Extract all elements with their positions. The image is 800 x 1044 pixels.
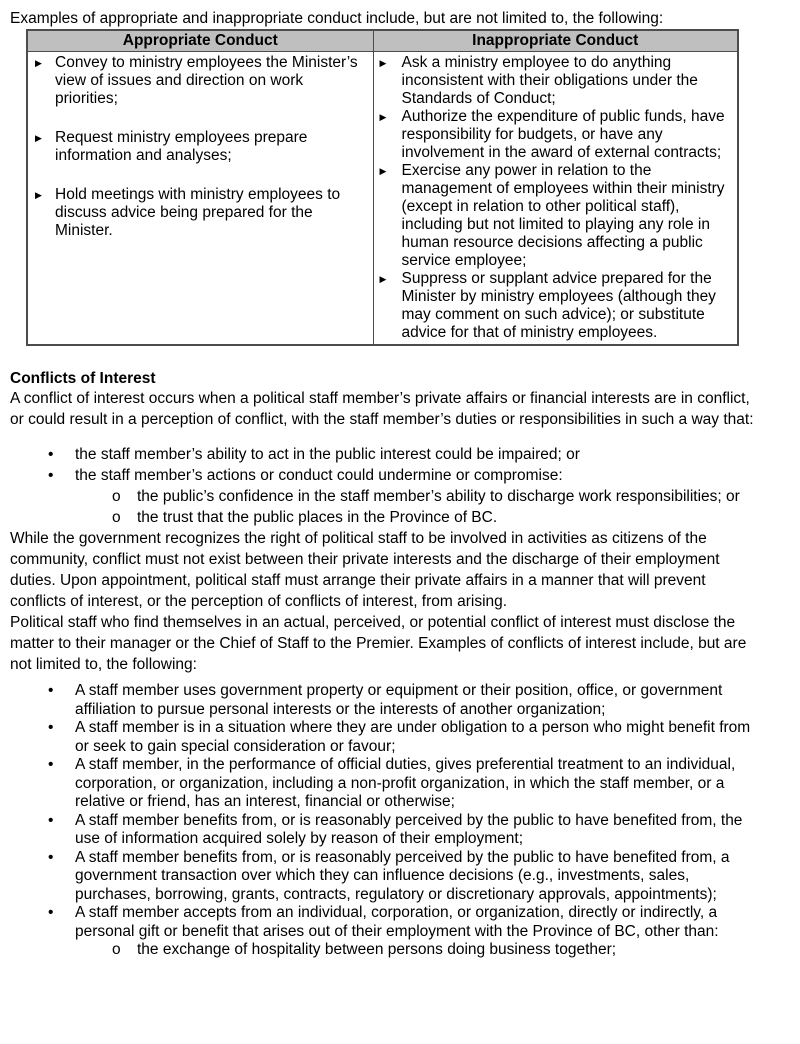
sub-list-item	[10, 486, 756, 507]
appropriate-conduct-header: Appropriate Conduct	[27, 30, 373, 52]
arrow-bullet-icon: ▶	[379, 58, 387, 68]
appropriate-item	[28, 129, 369, 165]
list-item	[10, 756, 756, 812]
circle-bullet-icon: o	[112, 488, 121, 505]
list-item	[10, 849, 756, 905]
inappropriate-conduct-cell	[373, 52, 738, 346]
inappropriate-item-text: Exercise any power in relation to the management of employees within their ministry (except in relation to other political staff), including but not limited to playing any role in human resource decisions affecting a public service employee;	[401, 162, 725, 269]
appropriate-item-text: Hold meetings with ministry employees to discuss advice being prepared for the Minister.	[55, 186, 341, 239]
disc-bullet-icon: •	[48, 467, 54, 484]
list-item	[10, 812, 756, 849]
sub-list-item-text: the exchange of hospitality between persons doing business together;	[137, 941, 617, 958]
list-item	[10, 719, 756, 756]
list-item	[10, 444, 756, 465]
conduct-table	[26, 29, 739, 346]
conflicts-of-interest-heading: Conflicts of Interest	[10, 370, 156, 387]
intro-paragraph: Examples of appropriate and inappropriate conduct include, but are not limited to, the following:	[10, 10, 664, 27]
conflict-conditions-list	[10, 444, 756, 528]
sub-list-item-text: the trust that the public places in the Province of BC.	[137, 509, 498, 526]
disc-bullet-icon: •	[48, 904, 54, 921]
disc-bullet-icon: •	[48, 848, 54, 866]
sub-list-item-text: the public’s confidence in the staff member’s ability to discharge work responsibilities; or	[137, 488, 740, 505]
inappropriate-item-text: Suppress or supplant advice prepared for the Minister by ministry employees (although they may comment on such advice); or substitute advice for that of ministry employees.	[401, 270, 716, 341]
arrow-bullet-icon: ▶	[35, 58, 42, 68]
inappropriate-item-text: Ask a ministry employee to do anything inconsistent with their obligations under the Standards of Conduct;	[401, 54, 698, 107]
inappropriate-item-text: Authorize the expenditure of public funds, have responsibility for budgets, or have any involvement in the award of external contracts;	[401, 108, 725, 161]
list-item-text: the staff member’s ability to act in the public interest could be impaired; or	[75, 446, 580, 463]
list-item-text: the staff member’s actions or conduct could undermine or compromise:	[75, 467, 563, 484]
disc-bullet-icon: •	[48, 682, 54, 699]
appropriate-item	[28, 186, 369, 240]
list-item-text: A staff member benefits from, or is reasonably perceived by the public to have benefited from, a government transaction over which they can influence decisions (e.g., investments, sales, purchases, borrowing, grants, contracts, regulatory or discretionary approvals, appointments);	[75, 848, 730, 903]
inappropriate-item	[374, 162, 734, 270]
conduct-table-body-row	[27, 52, 738, 346]
government-recognition-paragraph: While the government recognizes the right of political staff to be involved in activities as citizens of the community, conflict must not exist between their private interests and the discharge of their employment duties. Upon appointment, political staff must arrange their private affairs in a manner that will prevent conflicts of interest, or the perception of conflicts of interest, from arising.	[10, 530, 720, 610]
conflict-examples-list	[10, 682, 756, 960]
conduct-table-header-row	[27, 30, 738, 52]
list-item	[10, 904, 756, 941]
circle-bullet-icon: o	[112, 941, 121, 958]
arrow-bullet-icon: ▶	[35, 190, 42, 200]
arrow-bullet-icon: ▶	[379, 166, 387, 176]
arrow-bullet-icon: ▶	[35, 133, 42, 143]
list-item	[10, 682, 756, 719]
inappropriate-conduct-header: Inappropriate Conduct	[373, 30, 738, 52]
list-item-text: A staff member, in the performance of official duties, gives preferential treatment to an individual, corporation, or organization, including a non-profit organization, in which the staff member, or a relative or friend, has an interest, financial or otherwise;	[75, 756, 736, 810]
arrow-bullet-icon: ▶	[379, 112, 387, 122]
appropriate-item	[28, 54, 369, 108]
disc-bullet-icon: •	[48, 811, 54, 829]
inappropriate-item	[374, 108, 734, 162]
disclosure-paragraph: Political staff who find themselves in an actual, perceived, or potential conflict of interest must disclose the matter to their manager or the Chief of Staff to the Premier. Examples of conflicts of interest include, but are not limited to, the following:	[10, 614, 747, 673]
disc-bullet-icon: •	[48, 446, 54, 463]
appropriate-item-text: Request ministry employees prepare information and analyses;	[55, 129, 308, 164]
circle-bullet-icon: o	[112, 509, 121, 526]
list-item-text: A staff member is in a situation where they are under obligation to a person who might benefit from or seek to gain special consideration or favour;	[75, 719, 751, 755]
inappropriate-item	[374, 270, 734, 342]
sub-list-item	[10, 507, 756, 528]
appropriate-conduct-cell	[27, 52, 373, 346]
conflict-definition-paragraph: A conflict of interest occurs when a political staff member’s private affairs or financial interests are in conflict, or could result in a perception of conflict, with the staff member’s duties or responsibilities in such a way that:	[10, 390, 754, 428]
appropriate-item-text: Convey to ministry employees the Minister’s view of issues and direction on work priorities;	[55, 54, 358, 107]
list-item-text: A staff member accepts from an individual, corporation, or organization, directly or indirectly, a personal gift or benefit that arises out of their employment with the Province of BC, other than:	[75, 904, 719, 940]
list-item-text: A staff member benefits from, or is reasonably perceived by the public to have benefited from, the use of information acquired solely by reason of their employment;	[75, 811, 743, 847]
list-item-text: A staff member uses government property or equipment or their position, office, or government affiliation to pursue personal interests or the interests of another organization;	[75, 682, 723, 718]
sub-list-item	[10, 941, 756, 960]
disc-bullet-icon: •	[48, 756, 54, 773]
disc-bullet-icon: •	[48, 719, 54, 736]
arrow-bullet-icon: ▶	[379, 274, 387, 284]
list-item	[10, 465, 756, 486]
inappropriate-item	[374, 54, 734, 108]
